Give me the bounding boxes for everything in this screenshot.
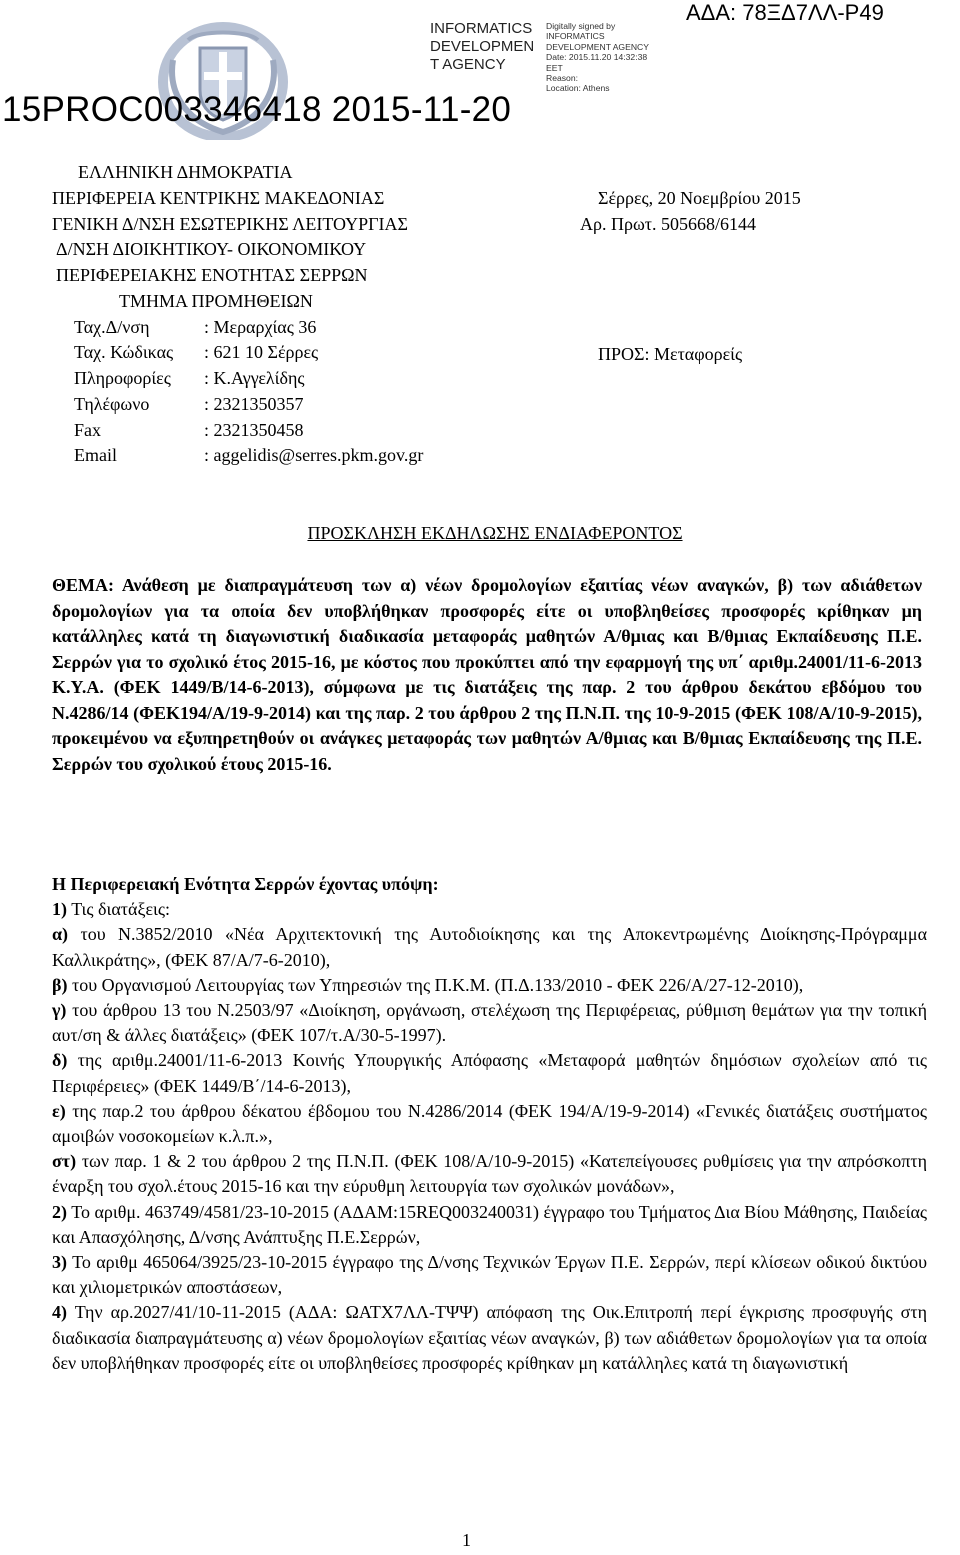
letterhead-line: ΓΕΝΙΚΗ Δ/ΝΣΗ ΕΣΩΤΕΡΙΚΗΣ ΛΕΙΤΟΥΡΓΙΑΣ xyxy=(52,214,408,234)
signature-detail-line: Date: 2015.11.20 14:32:38 xyxy=(546,52,648,63)
letterhead-line: Δ/ΝΣΗ ΔΙΟΙΚΗΤΙΚΟΥ- ΟΙΚΟΝΟΜΙΚΟΥ xyxy=(56,239,367,259)
letterhead-line: ΕΛΛΗΝΙΚΗ ΔΗΜΟΚΡΑΤΙΑ xyxy=(78,162,293,182)
contact-phone: Τηλέφωνο : 2321350357 xyxy=(74,394,304,414)
signature-details xyxy=(546,21,649,94)
ada-code: ΑΔΑ: 78ΞΔ7ΛΛ-Ρ49 xyxy=(686,0,884,25)
contact-email: Email : aggelidis@serres.pkm.gov.gr xyxy=(74,445,424,465)
letterhead-line: ΠΕΡΙΦΕΡΕΙΑ ΚΕΝΤΡΙΚΗΣ ΜΑΚΕΔΟΝΙΑΣ xyxy=(52,188,385,208)
body-item-d: δ) της αριθμ.24001/11-6-2013 Κοινής Υπουργικής Απόφασης «Μεταφορά μαθητών δημόσιων σχολείων από τις Περιφέρειες» (ΦΕΚ 1449/Β΄/14-6-2013), xyxy=(52,1050,928,1096)
signature-detail-line: DEVELOPMENT AGENCY xyxy=(546,41,649,52)
document-body xyxy=(52,872,927,1376)
document-title: ΠΡΟΣΚΛΗΣΗ ΕΚΔΗΛΩΣΗΣ ΕΝΔΙΑΦΕΡΟΝΤΟΣ xyxy=(307,523,683,543)
signature-detail-line: INFORMATICS xyxy=(546,31,605,42)
body-point-1: 1) Τις διατάξεις: xyxy=(52,899,170,920)
document-id: 15PROC003346418 2015-11-20 xyxy=(2,90,512,129)
body-intro: Η Περιφερειακή Ενότητα Σερρών έχοντας υπόψη: xyxy=(52,874,439,894)
contact-postcode: Ταχ. Κώδικας : 621 10 Σέρρες xyxy=(74,342,319,362)
signature-issuer-line: DEVELOPMEN xyxy=(430,38,535,55)
body-item-e: ε) της παρ.2 του άρθρου δέκατου έβδομου του Ν.4286/2014 (ΦΕΚ 194/Α/19-9-2014) «Γενικές διατάξεις συστήματος αμοιβών νοσοκομείων κ.λ.π.», xyxy=(52,1100,928,1147)
recipient-label: ΠΡΟΣ: xyxy=(598,344,650,364)
protocol-number: Αρ. Πρωτ. 505668/6144 xyxy=(580,214,757,234)
page-number: 1 xyxy=(462,1530,471,1550)
signature-issuer-line: INFORMATICS xyxy=(430,20,533,37)
body-item-b: β) του Οργανισμού Λειτουργίας των Υπηρεσιών της Π.Κ.Μ. (Π.Δ.133/2010 - ΦΕΚ 226/Α/27-12-2010), xyxy=(52,974,804,995)
subject-paragraph: ΘΕΜΑ: Ανάθεση με διαπραγμάτευση των α) νέων δρομολογίων εξαιτίας νέων αναγκών, β) των αδιάθετων δρομολογίων για τα οποία δεν υποβλήθηκαν προσφορές είτε οι υποβληθείσες προσφορές κρίθηκαν μη κατάλληλες κατά τη διαγωνιστική διαδικασία μεταφοράς μαθητών Α/θμιας και Β/θμιας Εκπαίδευσης Π.Ε. Σερρών για το σχολικό έτος 2015-16, με κόστος που προκύπτει από την εφαρμογή της υπ΄ αριθμ.24001/11-6-2013 Κ.Υ.Α. (ΦΕΚ 1449/Β/14-6-2013), σύμφωνα με τις διατάξεις της παρ. 2 του άρθρου δεκάτου εβδόμου του Ν.4286/14 (ΦΕΚ194/Α/19-9-2014) και της παρ. 2 του άρθρου 2 της Π.Ν.Π. της 10-9-2015 (ΦΕΚ 108/Α/10-9-2015), προκειμένου να εξυπηρετηθούν οι ανάγκες μεταφοράς των μαθητών Α/θμιας και Β/θμιας Εκπαίδευσης της Π.Ε. Σερρών του σχολικού έτους 2015-16. xyxy=(52,575,922,774)
body-item-st: στ) των παρ. 1 & 2 του άρθρου 2 της Π.Ν.Π. (ΦΕΚ 108/Α/10-9-2015) «Κατεπείγουσες ρυθμίσεις για την απρόσκοπτη έναρξη του σχολ.έτους 2015-16 και την εύρυθμη λειτουργία των σχολικών μονάδων», xyxy=(52,1151,928,1197)
letterhead-line: ΠΕΡΙΦΕΡΕΙΑΚΗΣ ΕΝΟΤΗΤΑΣ ΣΕΡΡΩΝ xyxy=(56,265,368,285)
letterhead-line: ΤΜΗΜΑ ΠΡΟΜΗΘΕΙΩΝ xyxy=(119,291,313,311)
signature-issuer-line: T AGENCY xyxy=(430,56,506,73)
signature-detail-line: Reason: xyxy=(546,73,579,84)
body-item-c: γ) του άρθρου 13 του Ν.2503/97 «Διοίκηση, οργάνωση, στελέχωση της Περιφέρειας, ρύθμιση θεμάτων για την τοπική αυτ/ση & άλλες διατάξεις» (ΦΕΚ 107/τ.Α/30-5-1997). xyxy=(52,1000,927,1046)
recipient-line xyxy=(598,344,742,365)
place-date: Σέρρες, 20 Νοεμβρίου 2015 xyxy=(598,188,801,208)
signature-detail-line: Location: Athens xyxy=(546,83,610,94)
contact-fax: Fax : 2321350458 xyxy=(74,420,304,440)
body-point-4: 4) Την αρ.2027/41/10-11-2015 (ΑΔΑ: ΩΑΤΧ7ΛΛ-ΤΨΨ) απόφαση της Οικ.Επιτροπή περί έγκρισης προσφυγής στη διαδικασία διαπραγμάτευσης α) νέων δρομολογίων εξαιτίας νέων αναγκών, β) των αδιάθετων δρομολογίων για τα οποία δεν υποβλήθηκαν προσφορές είτε οι υποβληθείσες προσφορές κρίθηκαν μη κατάλληλες κατά τη διαγωνιστική xyxy=(52,1302,927,1373)
contact-info-person: Πληροφορίες : Κ.Αγγελίδης xyxy=(74,368,305,388)
recipient-value: Μεταφορείς xyxy=(654,344,743,364)
body-point-2: 2) Το αριθμ. 463749/4581/23-10-2015 (ΑΔΑΜ:15REQ003240031) έγγραφο του Τμήματος Δια Βίου Μάθησης, Παιδείας και Απασχόλησης, Δ/νσης Ανάπτυξης Π.Ε.Σερρών, xyxy=(52,1201,927,1247)
body-point-3: 3) Το αριθμ 465064/3925/23-10-2015 έγγραφο της Δ/νσης Τεχνικών Έργων Π.Ε. Σερρών, περί κλίσεων οδικού δικτύου και χιλιομετρικών αποστάσεων, xyxy=(52,1252,927,1298)
signature-issuer xyxy=(430,20,534,74)
signature-detail-line: EET xyxy=(546,62,563,73)
body-item-a: α) του Ν.3852/2010 «Νέα Αρχιτεκτονική της Αυτοδιοίκησης και της Αποκεντρωμένης Διοίκησης-Πρόγραμμα Καλλικράτης», (ΦΕΚ 87/Α/7-6-2010), xyxy=(52,924,928,970)
contact-address: Ταχ.Δ/νση : Μεραρχίας 36 xyxy=(74,317,317,337)
signature-detail-line: Digitally signed by xyxy=(546,21,616,31)
